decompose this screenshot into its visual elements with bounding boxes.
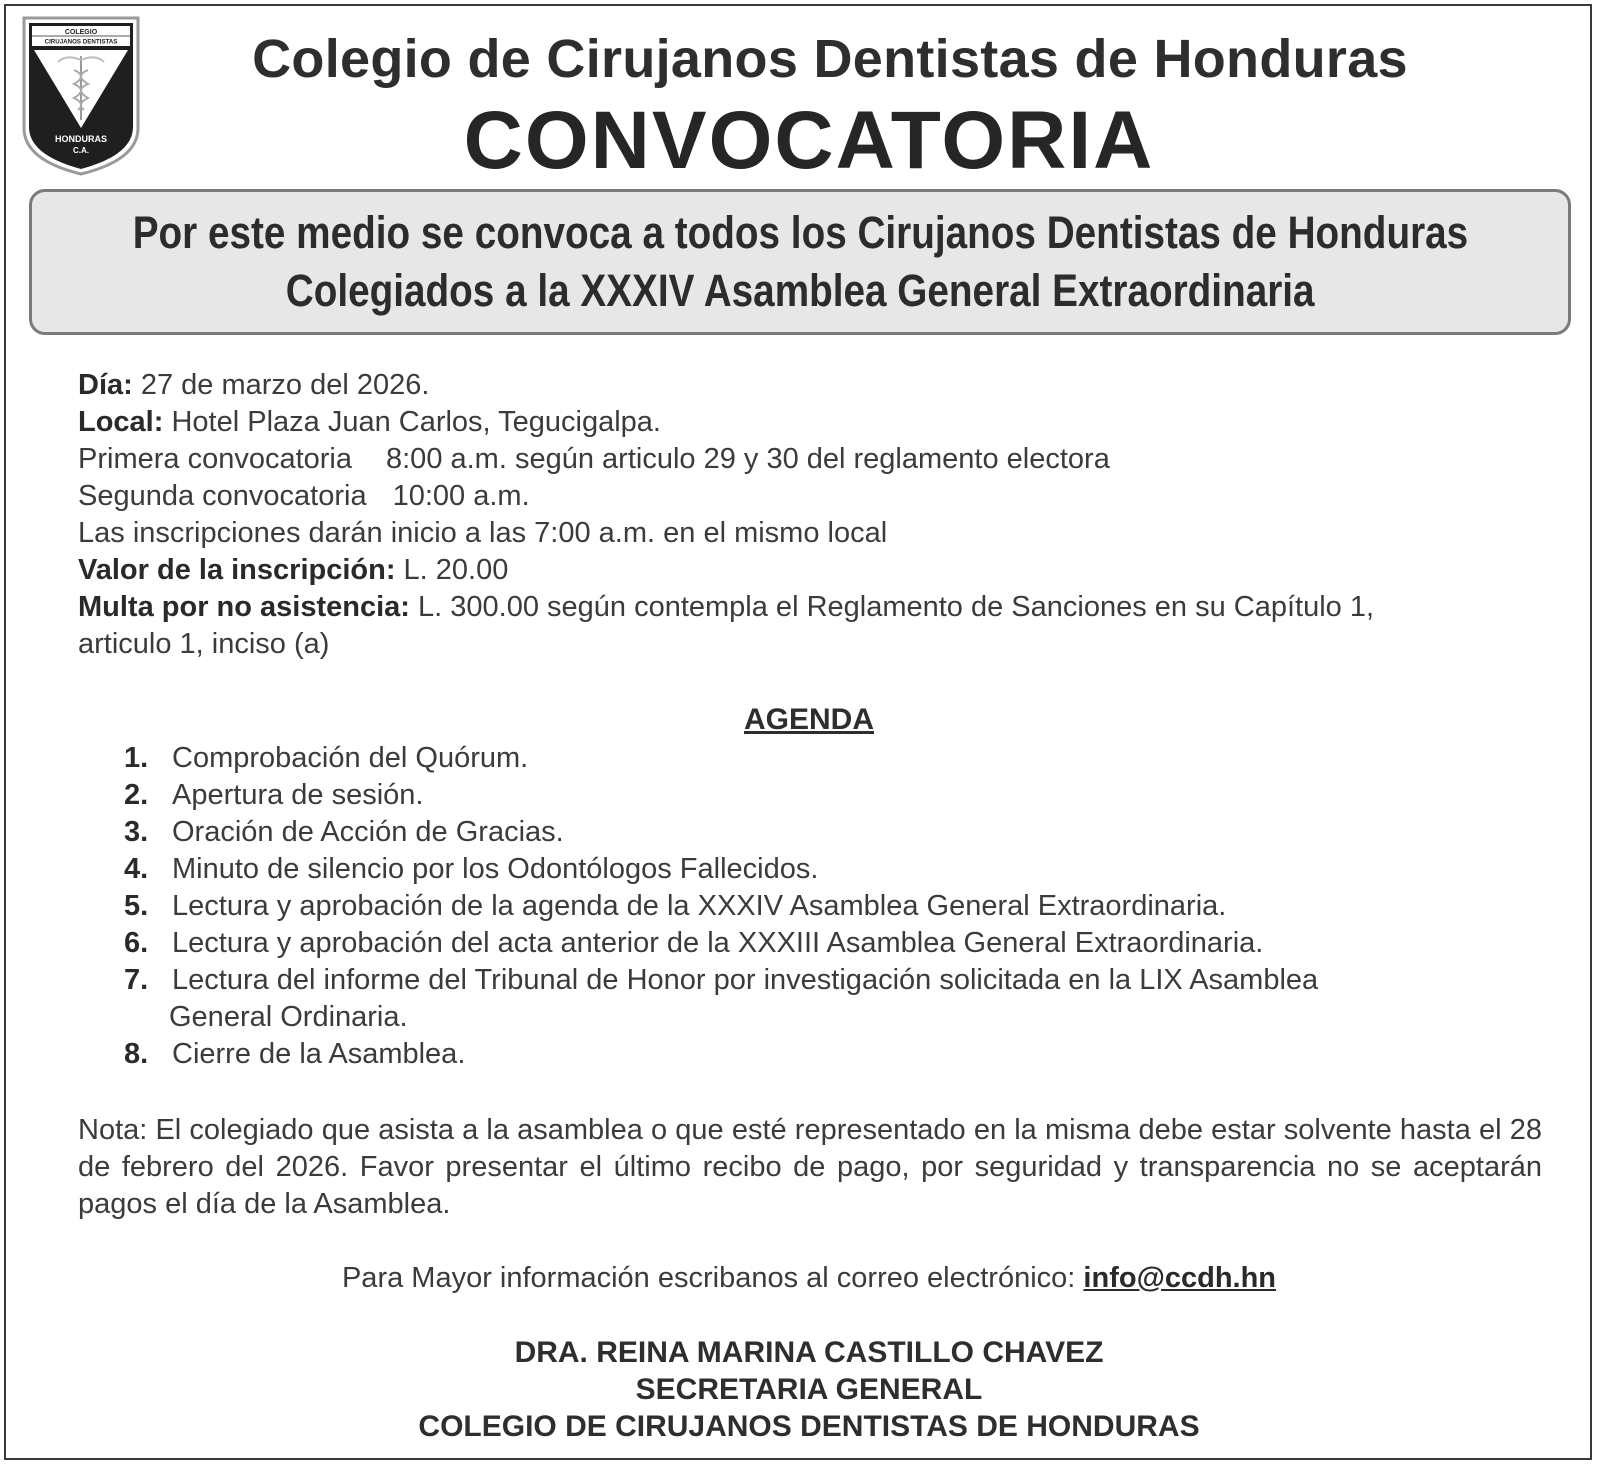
- detail-second-call-label: Segunda convocatoria: [78, 480, 367, 512]
- agenda-item: [124, 814, 1524, 851]
- agenda-item: [124, 740, 1524, 777]
- payment-note: Nota: El colegiado que asista a la asamblea o que esté representado en la misma debe estar solvente hasta el 28 de febrero del 2026. Favor presentar el último recibo de pago, por seguridad y transparencia no se aceptarán pagos el día de la Asamblea.: [78, 1114, 1542, 1220]
- agenda-item-number: 7.: [124, 964, 149, 996]
- agenda-item-number: 4.: [124, 853, 149, 885]
- detail-second-call: [78, 478, 1538, 515]
- agenda-list: [124, 740, 1524, 1073]
- agenda-item-text: Minuto de silencio por los Odontólogos Fallecidos.: [172, 853, 819, 885]
- detail-fee-label: Valor de la inscripción:: [78, 554, 396, 586]
- logo-text-top-1: COLEGIO: [64, 29, 98, 36]
- signer-position: SECRETARIA GENERAL: [635, 1373, 983, 1406]
- agenda-item: [124, 1036, 1524, 1073]
- detail-first-call: [78, 441, 1538, 478]
- agenda-item-text: Lectura y aprobación del acta anterior de la XXXIII Asamblea General Extraordinaria.: [172, 927, 1264, 959]
- banner-line-2: Colegiados a la XXXIV Asamblea General Extraordinaria: [285, 265, 1315, 316]
- agenda-item-number: 1.: [124, 742, 149, 774]
- contact-text: Para Mayor información escribanos al correo electrónico:: [341, 1262, 1084, 1294]
- agenda-item: [124, 777, 1524, 814]
- detail-fee: [78, 552, 1538, 589]
- detail-fine-value: L. 300.00 según contempla el Reglamento de Sanciones en su Capítulo 1,: [409, 591, 1375, 623]
- agenda-item-text: Comprobación del Quórum.: [172, 742, 529, 774]
- detail-place-value: Hotel Plaza Juan Carlos, Tegucigalpa.: [163, 406, 661, 438]
- detail-day: [78, 367, 1538, 404]
- detail-place: [78, 404, 1538, 441]
- contact-line: [0, 1262, 1600, 1295]
- logo-text-top-2: CIRUJANOS DENTISTAS: [44, 38, 118, 46]
- detail-fee-value: L. 20.00: [395, 554, 509, 586]
- logo-text-bottom-2: C.A.: [73, 146, 89, 155]
- agenda-item-text: Lectura del informe del Tribunal de Honor por investigación solicitada en la LIX Asamblea: [172, 964, 1319, 996]
- agenda-item-number: 5.: [124, 890, 149, 922]
- logo-text-bottom-1: HONDURAS: [54, 134, 108, 144]
- detail-first-call-label: Primera convocatoria: [78, 443, 352, 475]
- detail-fine-label: Multa por no asistencia:: [78, 591, 410, 623]
- agenda-item: [124, 925, 1524, 962]
- document-title: CONVOCATORIA: [463, 95, 1155, 186]
- detail-day-label: Día:: [78, 369, 133, 401]
- detail-day-value: 27 de marzo del 2026.: [132, 369, 430, 401]
- detail-registration: Las inscripciones darán inicio a las 7:00 a.m. en el mismo local: [78, 517, 888, 549]
- detail-fine: [78, 589, 1538, 626]
- detail-first-call-value: 8:00 a.m. según articulo 29 y 30 del reglamento electora: [386, 443, 1110, 475]
- banner-line-1: Por este medio se convoca a todos los Cirujanos Dentistas de Honduras: [132, 207, 1468, 258]
- event-details: [78, 367, 1538, 663]
- detail-second-call-value: 10:00 a.m.: [392, 480, 530, 512]
- detail-fine-cont: articulo 1, inciso (a): [78, 628, 330, 660]
- agenda-item: [124, 851, 1524, 888]
- agenda-item-text: Cierre de la Asamblea.: [172, 1038, 466, 1070]
- agenda-title: AGENDA: [743, 703, 874, 736]
- agenda-item-number: 6.: [124, 927, 149, 959]
- signer-name: DRA. REINA MARINA CASTILLO CHAVEZ: [514, 1336, 1104, 1369]
- agenda-item-number: 8.: [124, 1038, 149, 1070]
- convocation-banner: [29, 189, 1571, 335]
- agenda-item-number: 2.: [124, 779, 149, 811]
- agenda-item-text: Apertura de sesión.: [172, 779, 424, 811]
- contact-email-link[interactable]: info@ccdh.hn: [1083, 1262, 1277, 1294]
- signature-block: [0, 1334, 1600, 1445]
- agenda-item-text: Oración de Acción de Gracias.: [172, 816, 564, 848]
- agenda-item-text: Lectura y aprobación de la agenda de la XXXIV Asamblea General Extraordinaria.: [172, 890, 1227, 922]
- signer-organization: COLEGIO DE CIRUJANOS DENTISTAS DE HONDURAS: [418, 1410, 1200, 1443]
- agenda-item: [124, 888, 1524, 925]
- detail-place-label: Local:: [78, 406, 164, 438]
- agenda-item-text-cont: General Ordinaria.: [169, 1001, 408, 1033]
- agenda-item: [124, 962, 1524, 1036]
- organization-name: Colegio de Cirujanos Dentistas de Honduras: [252, 29, 1408, 89]
- agenda-item-number: 3.: [124, 816, 149, 848]
